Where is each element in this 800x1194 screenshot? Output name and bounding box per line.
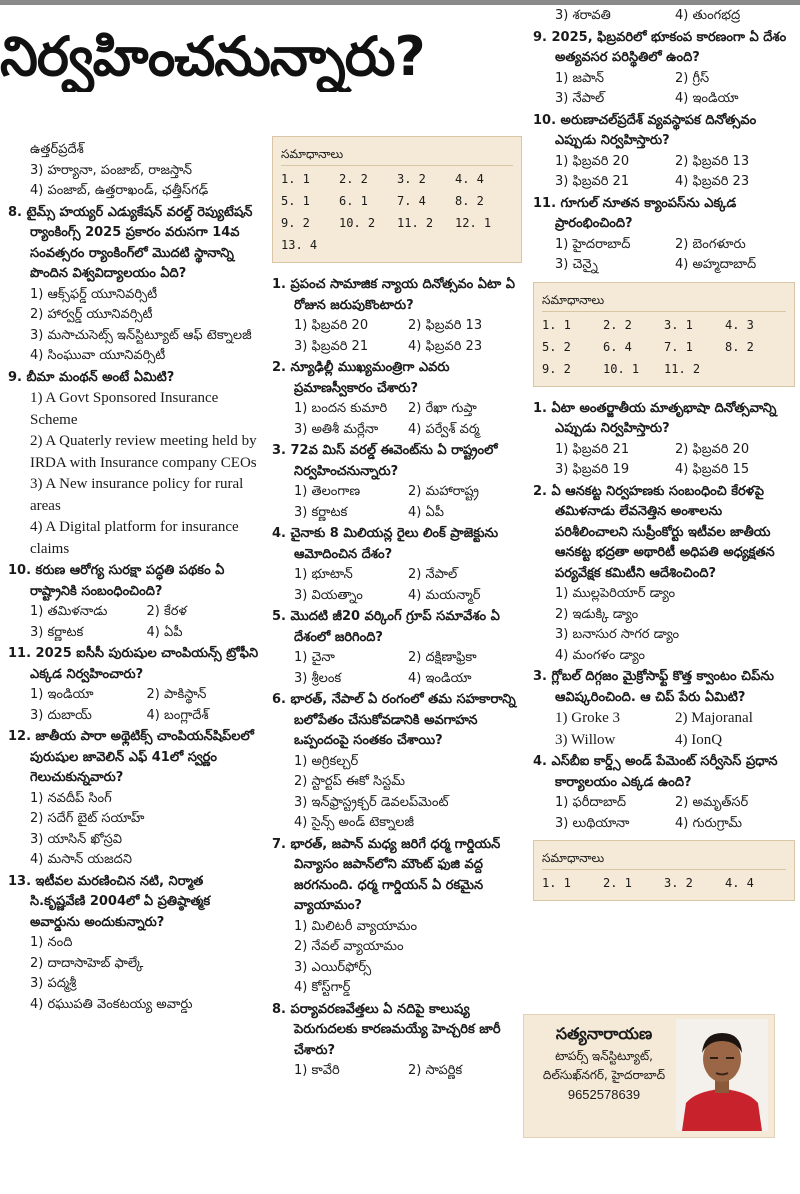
option: 1) తెలంగాణ (294, 484, 361, 499)
option: 1) నవదీప్ సింగ్ (30, 790, 112, 806)
options-grid (533, 6, 795, 27)
question-text: 10. కరుణ ఆరోగ్య సురక్షా పద్ధతి పథకం ఏ రాష్ట్రానికి సంబంధించింది? (8, 563, 225, 599)
option: 3) A New insurance policy for rural areas (30, 476, 244, 514)
question-text: 2. న్యూఢిల్లీ ముఖ్యమంత్రిగా ఎవరు ప్రమాణస్వీకారం చేశారు? (272, 360, 450, 396)
option: 1) తమిళనాడు (30, 604, 108, 619)
answer-item: 2. 2 (603, 317, 632, 332)
option: 4) మంగళం డ్యాం (555, 647, 646, 663)
option: 1) నంది (30, 935, 73, 950)
top-rule (0, 0, 800, 5)
question (533, 194, 795, 276)
option: 4) ఇండియా (408, 670, 472, 686)
answers-grid (542, 314, 786, 380)
options-grid (272, 1061, 522, 1082)
answers-heading: సమాధానాలు (542, 847, 786, 870)
question-text: 1. ప్రపంచ సామాజిక న్యాయ దినోత్సవం ఏటా ఏ రోజున జరుపుకొంటారు? (272, 277, 515, 313)
option: 3) ఫిబ్రవరి 21 (294, 338, 369, 354)
question-text: 10. అరుణాచల్‌ప్రదేశ్ వ్యవస్థాపక దినోత్సవం ఎప్పుడు నిర్వహిస్తారు? (533, 112, 757, 148)
question-text: 8. పర్యావరణవేత్తలు ఏ నదిపై కాలుష్య పెరుగుదలకు కారణమయ్యే హెచ్చరిక జారీ చేశారు? (272, 1001, 501, 1058)
question (8, 644, 263, 726)
option: 4) కోస్ట్‌గార్డ్ (294, 980, 351, 995)
answers-box (533, 840, 795, 901)
author-phone: 9652578639 (567, 1087, 641, 1102)
options-grid (533, 793, 795, 834)
question-continuation: ఉత్తర్‌ప్రదేశ్ (30, 142, 84, 157)
option: 3) అతిశీ మర్లేనా (294, 421, 379, 437)
question (8, 368, 263, 561)
question (533, 752, 795, 834)
question-text: 12. జాతీయ పారా అథ్లెటిక్స్ చాంపియన్‌షిప్‌లలో పురుషుల జావెలిన్ ఎఫ్ 41లో స్వర్ణం గెలుచుకున్నవారు? (8, 729, 254, 785)
question (8, 561, 263, 643)
option: 4) మసాన్ యజదని (30, 852, 132, 867)
question-text: 9. 2025, ఫిబ్రవరిలో భూకంప కారణంగా ఏ దేశం అత్యవసర పరిస్థితిలో ఉంది? (533, 29, 787, 65)
option: 3) ఇన్‌ఫ్రాస్ట్రక్చర్ డెవలప్‌మెంట్ (294, 794, 449, 810)
option: 2) దక్షిణాఫ్రికా (408, 650, 477, 665)
answer-item: 7. 1 (664, 339, 693, 354)
question (272, 524, 522, 606)
option: 2) ఫిబ్రవరి 13 (675, 153, 750, 169)
question-text: 6. భారత్, నేపాల్ ఏ రంగంలో తమ సహకారాన్ని బలోపేతం చేసుకోవడానికి అవగాహన ఒప్పందంపై సంతకం చేశాయి? (272, 692, 516, 748)
option: 3) Willow (555, 731, 616, 748)
option: 1) చైనా (294, 650, 335, 665)
option: 3) లుథియానా (555, 815, 630, 831)
options-list (533, 584, 795, 666)
option: 3) దుబాయ్ (30, 707, 92, 723)
answer-item: 6. 1 (339, 194, 368, 208)
option: 1) ఇండియా (30, 687, 94, 702)
options-list (272, 752, 522, 834)
options-grid (272, 565, 522, 606)
question (533, 667, 795, 751)
option: 4) తుంగభద్ర (675, 8, 741, 23)
question-text: 3. గ్లోబల్ దిగ్గజం మైక్రోసాఫ్ట్ కొత్త క్వాంటం చిప్‌ను ఆవిష్కరించింది. ఆ చిప్ పేరు ఏమిటి? (533, 669, 774, 705)
option: 1) అగ్రికల్చర్ (294, 753, 359, 769)
option: 1) జపాన్ (555, 70, 605, 86)
option: 1) Groke 3 (555, 710, 620, 726)
option: 2) స్టార్టప్ ఈకో సిస్టమ్ (294, 774, 406, 789)
option: 3) ఎయిర్‌ఫోర్స్ (294, 959, 372, 975)
options-list (8, 933, 263, 1015)
answer-item: 1. 1 (542, 317, 571, 332)
option: 3) పద్మశ్రీ (30, 976, 77, 991)
headline: నిర్వహించనున్నారు? (0, 25, 425, 88)
options-grid (272, 399, 522, 440)
option: 2) A Quaterly review meeting held by IRDA with Insurance company CEOs (30, 433, 257, 471)
author-name: సత్యనారాయణ (555, 1024, 653, 1043)
options-list (8, 285, 263, 367)
answer-item: 8. 2 (725, 339, 754, 354)
question (8, 872, 263, 1016)
question (272, 1000, 522, 1082)
column-1 (8, 140, 263, 1016)
option: 3) బనాసుర సాగర డ్యాం (555, 627, 680, 642)
option: 1) ఫిబ్రవరి 20 (294, 318, 369, 333)
option: 1) భూటాన్ (294, 567, 353, 582)
question-text: 7. భారత్, జపాన్ మధ్య జరిగే ధర్మ గార్డియన్ విన్యాసం జపాన్‌లోని మౌంట్ ఫుజి వద్ద జరగనుంది. ధర్మ గార్డియన్ ఏ రకమైన వ్యాయామం? (272, 836, 501, 913)
option: 2) దాదాసాహెబ్ ఫాల్కే (30, 955, 144, 971)
option: 2) ఫిబ్రవరి 20 (675, 441, 750, 457)
option: 2) హార్వర్డ్ యూనివర్సిటీ (30, 307, 153, 322)
option: 3) కర్ణాటక (294, 504, 348, 520)
option: 2) సాపర్ణిక (408, 1063, 463, 1078)
option: 1) A Govt Sponsored Insurance Scheme (30, 390, 219, 428)
option: 2) మహారాష్ట్ర (408, 484, 479, 499)
question (272, 441, 522, 523)
question-text: 4. ఎస్‌బీఐ కార్డ్స్ అండ్ పేమెంట్ సర్వీసెస్ ప్రధాన కార్యాలయం ఎక్కడ ఉంది? (533, 754, 778, 790)
option: 2) అమృత్‌సర్ (675, 795, 749, 810)
question (533, 399, 795, 481)
question-text: 1. ఏటా అంతర్జాతీయ మాతృభాషా దినోత్సవాన్ని ఎప్పుడు నిర్వహిస్తారు? (533, 400, 777, 436)
question-text: 4. చైనాకు 8 మిలియన్ల రైలు లింక్ ప్రాజెక్టును ఆమోదించిన దేశం? (272, 526, 499, 562)
question-text: 11. గూగుల్ నూతన క్యాంపస్‌ను ఎక్కడ ప్రారంభించింది? (533, 195, 737, 231)
question (533, 111, 795, 193)
option: 1) ముల్లపెరియార్ డ్యాం (555, 586, 676, 601)
option: 1) బందన కుమారి (294, 401, 388, 416)
answer-item: 12. 1 (455, 216, 492, 230)
option: 4) బంగ్లాదేశ్ (146, 707, 209, 723)
option: 3) కర్ణాటక (30, 624, 84, 640)
option: 4) ఏపీ (408, 504, 444, 520)
option: 1) మిలిటరీ వ్యాయామం (294, 918, 418, 934)
option: 4) అహ్మదాబాద్ (675, 257, 757, 272)
option: 4) సింఘువా యూనివర్సిటీ (30, 348, 166, 363)
question (533, 6, 795, 27)
option: 4) ఫిబ్రవరి 15 (675, 462, 750, 477)
options-list (8, 388, 263, 560)
option: 4) ఏపీ (146, 624, 183, 640)
question-text: 13. ఇటీవల మరణించిన నటి, నిర్మాత సి.కృష్ణవేణి 2004లో ఏ ప్రతిష్ఠాత్మక అవార్డును అందుకున్నారు? (8, 873, 211, 930)
option: 3) వియత్నాం (294, 587, 363, 603)
question (272, 358, 522, 440)
options-list (272, 917, 522, 999)
answer-item: 4. 4 (455, 172, 484, 186)
answer-item: 4. 4 (725, 876, 754, 890)
answer-item: 11. 2 (397, 216, 434, 230)
option: 1) ఫిబ్రవరి 21 (555, 441, 630, 457)
author-photo (676, 1019, 768, 1131)
question (272, 690, 522, 834)
author-location: దిల్‌సుఖ్‌నగర్, హైదరాబాద్ (542, 1068, 666, 1082)
answer-item: 9. 2 (281, 216, 310, 230)
answers-heading: సమాధానాలు (281, 143, 513, 166)
option: 1) ఫిబ్రవరి 20 (555, 153, 630, 169)
question-continuation: 3) హర్యానా, పంజాబ్, రాజస్తాన్ (30, 162, 193, 178)
option: 4) ఫిబ్రవరి 23 (675, 174, 750, 189)
question (272, 607, 522, 689)
question-continuation: 4) పంజాబ్, ఉత్తరాఖండ్, ఛత్తీస్‌గఢ్ (30, 183, 209, 198)
option: 4) ఇండియా (675, 91, 739, 106)
answer-item: 3. 2 (664, 876, 693, 890)
options-grid (272, 482, 522, 523)
answer-item: 1. 1 (281, 172, 310, 186)
answers-grid (542, 872, 786, 894)
option: 2) పాకిస్థాన్ (146, 687, 207, 702)
question (533, 28, 795, 110)
answers-box (272, 136, 522, 263)
answer-item: 3. 2 (397, 172, 426, 186)
option: 3) శరావతి (555, 8, 611, 23)
option: 3) చెన్నై (555, 257, 598, 272)
options-grid (8, 685, 263, 726)
options-grid (533, 708, 795, 751)
answers-heading: సమాధానాలు (542, 289, 786, 312)
option: 3) యాసిన్ ఖోస్రవి (30, 831, 122, 847)
option: 4) పర్వేశ్ వర్మ (408, 421, 480, 437)
option: 2) సదేగ్ బైట్ సయాహ్ (30, 811, 145, 826)
option: 4) A Digital platform for insurance claims (30, 519, 239, 557)
options-grid (272, 316, 522, 357)
answer-item: 2. 1 (603, 876, 632, 890)
option: 1) కావేరి (294, 1063, 340, 1078)
options-list (8, 789, 263, 871)
answer-item: 9. 2 (542, 361, 571, 376)
answer-item: 1. 1 (542, 876, 571, 890)
options-grid (533, 440, 795, 481)
question (8, 727, 263, 871)
question (8, 140, 263, 202)
answer-item: 3. 1 (664, 317, 693, 332)
answer-item: 13. 4 (281, 238, 318, 252)
answer-item: 10. 2 (339, 216, 376, 230)
option: 2) నేవల్ వ్యాయామం (294, 939, 404, 954)
answer-item: 5. 1 (281, 194, 310, 208)
question (272, 835, 522, 999)
author-institute: టాపర్స్ ఇన్‌స్టిట్యూట్, (555, 1049, 653, 1063)
option: 3) మసాచుసెట్స్ ఇన్‌స్టిట్యూట్ ఆఫ్ టెక్నాలజీ (30, 327, 252, 343)
option: 3) ఫిబ్రవరి 21 (555, 174, 630, 189)
answer-item: 5. 2 (542, 339, 571, 354)
column-3 (533, 6, 795, 913)
option: 3) నేపాల్ (555, 91, 605, 106)
option: 1) ఫరీదాబాద్ (555, 795, 627, 810)
question-text: 3. 72వ మిస్ వరల్డ్ ఈవెంట్‌ను ఏ రాష్ట్రంలో నిర్వహించనున్నారు? (272, 443, 498, 479)
option: 4) గురుగ్రామ్ (675, 815, 743, 831)
question-text: 2. ఏ ఆనకట్ట నిర్వహణకు సంబంధించి కేరళపై తమిళనాడు లేవనెత్తిన అంశాలను పరిశీలించాలని సుప్రీంకోర్టు ఇటీవల జాతీయ ఆనకట్ట భద్రతా అథారిటీ అధిపతి అధ్యక్షతన పర్యవేక్షక కమిటీని ఆదేశించింది? (533, 483, 775, 581)
column-2 (272, 130, 522, 1083)
answer-item: 6. 4 (603, 339, 632, 354)
option: 4) ఫిబ్రవరి 23 (408, 338, 483, 354)
option: 4) మయన్మార్ (408, 587, 481, 603)
option: 2) Majoranal (675, 710, 753, 726)
option: 1) హైదరాబాద్ (555, 236, 631, 252)
option: 2) రేఖా గుప్తా (408, 401, 477, 416)
answer-item: 8. 2 (455, 194, 484, 208)
answer-item: 11. 2 (664, 361, 701, 376)
option: 3) శ్రీలంక (294, 670, 342, 686)
question-text: 5. మొదటి జీ20 వర్కింగ్ గ్రూప్ సమావేశం ఏ దేశంలో జరిగింది? (272, 609, 500, 645)
answers-box (533, 282, 795, 387)
option: 3) ఫిబ్రవరి 19 (555, 462, 630, 477)
options-grid (533, 69, 795, 110)
answer-item: 10. 1 (603, 361, 640, 376)
question (8, 203, 263, 367)
option: 2) ఫిబ్రవరి 13 (408, 318, 483, 333)
answer-item: 4. 3 (725, 317, 754, 332)
options-grid (533, 152, 795, 193)
option: 2) ఇడుక్కి డ్యాం (555, 606, 639, 622)
option: 1) ఆక్స్‌ఫర్డ్ యూనివర్సిటీ (30, 286, 158, 302)
answers-grid (281, 168, 513, 256)
option: 4) రఘుపతి వెంకటయ్య అవార్డు (30, 996, 193, 1012)
question-text: 8. టైమ్స్ హయ్యర్ ఎడ్యుకేషన్ వరల్డ్ రెప్యుటేషన్ ర్యాంకింగ్స్ 2025 ప్రకారం వరుసగా 14వ సంవత్సరం ర్యాంకింగ్‌లో మొదటి స్థానాన్ని పొందిన విశ్వవిద్యాలయం ఏది? (8, 204, 253, 281)
question (533, 482, 795, 667)
options-grid (8, 602, 263, 643)
options-grid (272, 648, 522, 689)
options-grid (533, 235, 795, 276)
question-text: 9. బీమా మంథన్ అంటే ఏమిటి? (8, 369, 175, 385)
option: 2) నేపాల్ (408, 567, 458, 582)
option: 4) సైన్స్ అండ్ టెక్నాలజీ (294, 815, 415, 830)
option: 2) బెంగళూరు (675, 236, 746, 252)
question (272, 275, 522, 357)
answer-item: 7. 4 (397, 194, 426, 208)
option: 2) కేరళ (146, 604, 187, 619)
answer-item: 2. 2 (339, 172, 368, 186)
option: 2) గ్రీస్ (675, 70, 710, 86)
option: 4) IonQ (675, 731, 723, 748)
author-box (523, 1014, 775, 1138)
question-text: 11. 2025 ఐసీసీ పురుషుల చాంపియన్స్ ట్రోఫీని ఎక్కడ నిర్వహించారు? (8, 646, 259, 682)
